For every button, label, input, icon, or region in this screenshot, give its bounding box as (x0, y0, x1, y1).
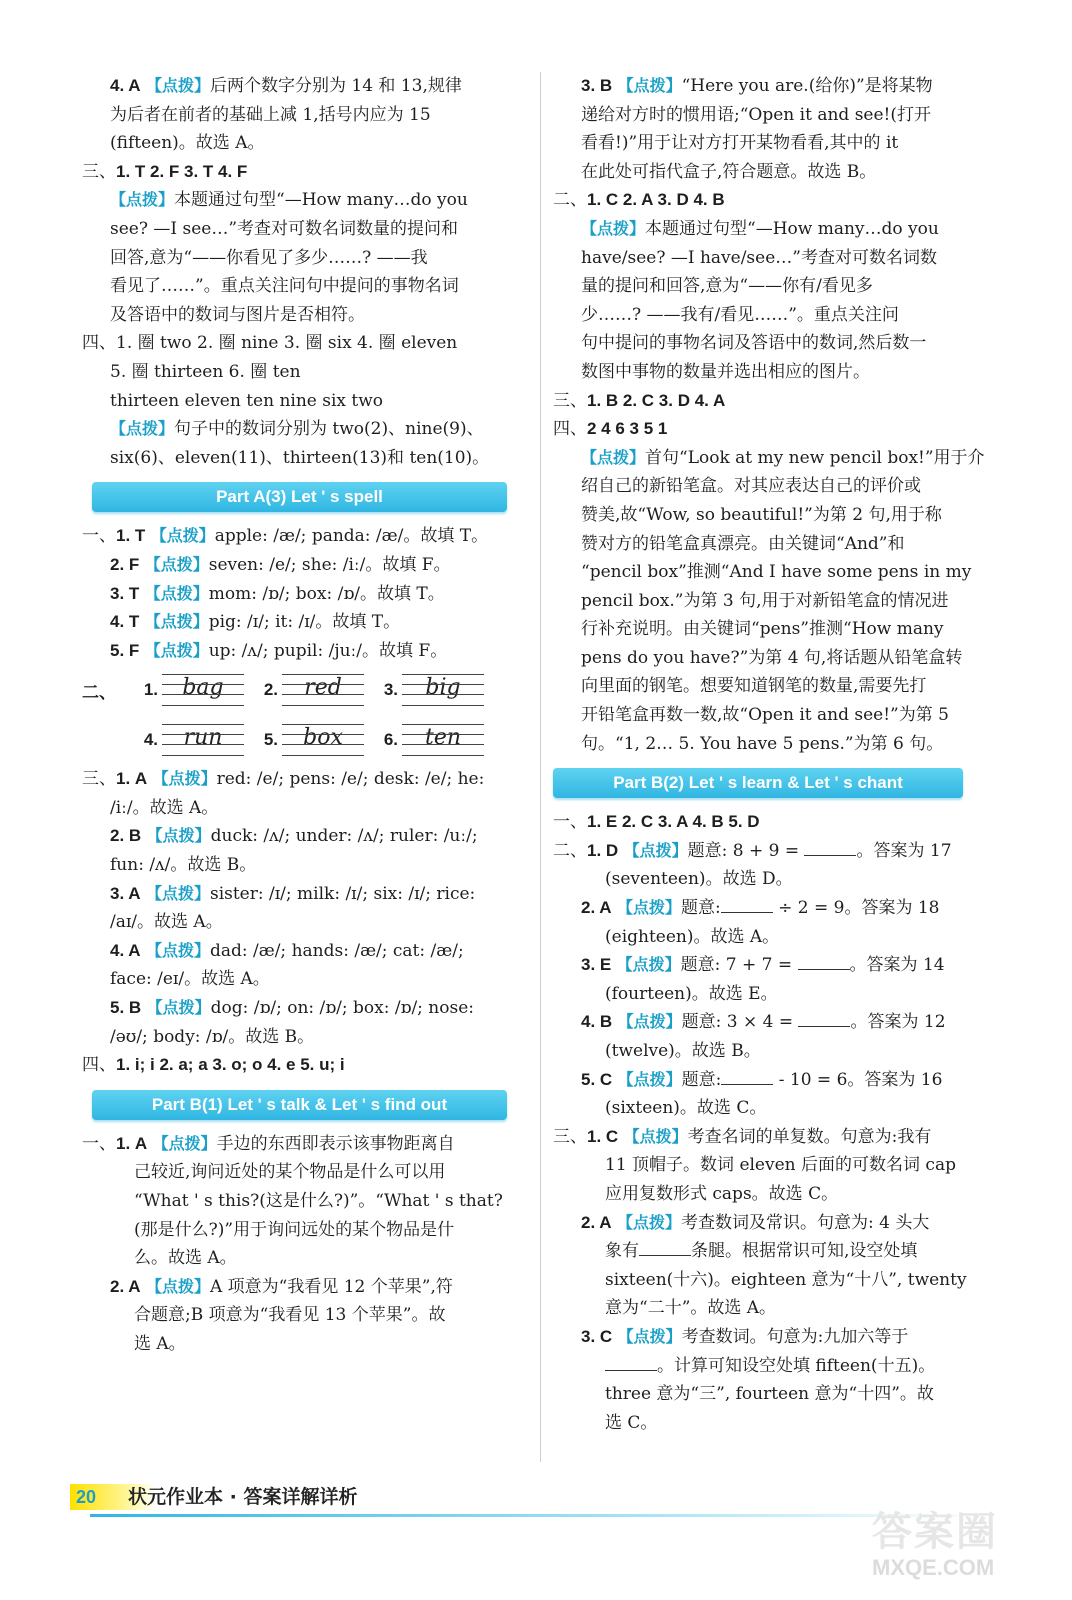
handwriting-item: 1. bag (132, 674, 252, 706)
handwritten-word: big (402, 674, 484, 706)
answer-line: 应用复数形式 caps。故选 C。 (605, 1183, 839, 1204)
answer-line: 选 C。 (605, 1412, 658, 1433)
answer-line: 3. A 【点拨】sister: /ɪ/; milk: /ɪ/; six: /ɪ/; rice: (110, 883, 476, 904)
left-column (82, 72, 527, 1359)
handwriting-item: 3. big (372, 674, 492, 706)
answer-line: 看看!)”用于让对方打开某物看看,其中的 it (581, 133, 899, 154)
fill-blank (639, 1239, 691, 1256)
answer-line: /əʊ/; body: /ɒ/。故选 B。 (110, 1026, 315, 1047)
handwritten-word: bag (162, 674, 244, 706)
answer-line: 3. T 【点拨】mom: /ɒ/; box: /ɒ/。故填 T。 (110, 583, 445, 604)
handwritten-word: red (282, 674, 364, 706)
answer-line: /aɪ/。故选 A。 (110, 912, 223, 933)
answer-line: 【点拨】句子中的数词分别为 two(2)、nine(9)、 (110, 419, 484, 440)
answer-line: 量的提问和回答,意为“——你有/看见多 (581, 276, 873, 297)
section-4-answers: 四、2 4 6 3 5 1 (553, 419, 668, 440)
answer-line: have/see? —I have/see…”考查对可数名词数 (581, 247, 937, 268)
handwritten-word: box (282, 724, 364, 756)
answer-line: see? —I see…”考查对可数名词数量的提问和 (110, 218, 459, 239)
answer-line: 3. C 【点拨】考查数词。句意为:九加六等于 (581, 1326, 909, 1347)
answer-line: 选 A。 (134, 1333, 186, 1354)
section-banner: Part B(2) Let ' s learn & Let ' s chant (553, 768, 963, 798)
answer-line: (fifteen)。故选 A。 (110, 133, 265, 154)
answer-line: 4. A 【点拨】dad: /æ/; hands: /æ/; cat: /æ/; (110, 940, 464, 961)
answer-line: 2. A 【点拨】题意: ÷ 2 = 9。答案为 18 (581, 898, 940, 919)
answer-line: 赞美,故“Wow, so beautiful!”为第 2 句,用于称 (581, 504, 942, 525)
handwriting-row (82, 665, 527, 715)
answer-line: six(6)、eleven(11)、thirteen(13)和 ten(10)。 (110, 447, 490, 468)
book-title: 状元作业本 · 答案详解详析 (128, 1486, 358, 1508)
answer-line: 少……? ——我有/看见……”。重点关注问 (581, 304, 899, 325)
answer-line: 4. A 【点拨】后两个数字分别为 14 和 13,规律 (110, 76, 462, 96)
answer-line: 5. C 【点拨】题意: - 10 = 6。答案为 16 (581, 1069, 943, 1090)
answer-line: 【点拨】首句“Look at my new pencil box!”用于介 (581, 447, 985, 468)
handwriting-section (82, 665, 527, 765)
answer-line: 行补充说明。由关键词“pens”推测“How many (581, 619, 944, 640)
fill-blank (605, 1354, 657, 1371)
answer-line: 意为“二十”。故选 A。 (605, 1298, 777, 1319)
handwriting-item: 2. red (252, 674, 372, 706)
fill-blank (798, 1010, 850, 1027)
answer-line: /iː/。故选 A。 (110, 797, 219, 818)
answer-line: (twelve)。故选 B。 (605, 1041, 761, 1061)
section-3-answers: 三、1. T 2. F 3. T 4. F (82, 161, 248, 182)
answer-line: 递给对方时的惯用语;“Open it and see!(打开 (581, 104, 932, 125)
answer-line: 【点拨】本题通过句型“—How many…do you (110, 190, 468, 211)
section-3-answers: 三、1. B 2. C 3. D 4. A (553, 390, 726, 411)
answer-line: 2. A 【点拨】A 项意为“我看见 12 个苹果”,符 (110, 1276, 453, 1297)
answer-line: 3. B 【点拨】“Here you are.(给你)”是将某物 (581, 76, 933, 96)
answer-line: pencil box.”为第 3 句,用于对新铅笔盒的情况进 (581, 590, 949, 611)
watermark-url: MXQE.COM (872, 1555, 995, 1580)
answer-line: 句中提问的事物名词及答语中的数词,然后数一 (581, 333, 927, 354)
watermark-text: 答案圈 (872, 1509, 998, 1555)
watermark-logo (872, 1508, 1022, 1588)
answer-line: (eighteen)。故选 A。 (605, 926, 780, 947)
answer-line: 2. B 【点拨】duck: /ʌ/; under: /ʌ/; ruler: /uː/; (110, 826, 478, 847)
answer-line: three 意为“三”, fourteen 意为“十四”。故 (605, 1384, 934, 1405)
handwriting-row (82, 715, 527, 765)
answer-line: face: /eɪ/。故选 A。 (110, 969, 270, 990)
answer-line: 【点拨】本题通过句型“—How many…do you (581, 218, 939, 239)
answer-line: 象有 条腿。根据常识可知,设空处填 (605, 1241, 918, 1262)
answer-line: “pencil box”推测“And I have some pens in my (581, 562, 972, 583)
answer-line: 在此处可指代盒子,符合题意。故选 B。 (581, 161, 877, 182)
answer-line: “What ' s this?(这是什么?)”。“What ' s that? (134, 1191, 503, 1211)
answer-line: 赞对方的铅笔盒真漂亮。由关键词“And”和 (581, 533, 905, 554)
right-column (553, 72, 993, 1437)
answer-line: 一、1. A 【点拨】手边的东西即表示该事物距离自 (82, 1133, 455, 1154)
fill-blank (804, 839, 856, 856)
section-banner: Part B(1) Let ' s talk & Let ' s find out (92, 1090, 507, 1120)
spell-section-3 (82, 765, 527, 1051)
answer-line: (那是什么?)”用于询问远处的某个物品是什 (134, 1219, 455, 1240)
answer-line: (fourteen)。故选 E。 (605, 983, 778, 1004)
section-2-answers: 二、1. C 2. A 3. D 4. B (553, 190, 725, 211)
answer-line: 4. B 【点拨】题意: 3 × 4 = 。答案为 12 (581, 1012, 946, 1033)
handwriting-item: 6. ten (372, 724, 492, 756)
answer-line: 三、1. C 【点拨】考查名词的单复数。句意为:我有 (553, 1126, 932, 1147)
spell-section-1 (82, 522, 527, 665)
column-divider (540, 72, 541, 1462)
footer-rule (90, 1514, 990, 1517)
answer-line: 开铅笔盒再数一数,故“Open it and see!”为第 5 (581, 705, 949, 726)
answer-line: 5. F 【点拨】up: /ʌ/; pupil: /juː/。故填 F。 (110, 640, 448, 661)
answer-line: 三、1. A 【点拨】red: /e/; pens: /e/; desk: /e/; he: (82, 769, 485, 790)
answer-line: 向里面的钢笔。想要知道钢笔的数量,需要先打 (581, 676, 927, 697)
answer-line: 看见了……”。重点关注问句中提问的事物名词 (110, 276, 459, 297)
answer-line: sixteen(十六)。eighteen 意为“十八”, twenty (605, 1269, 967, 1290)
answer-line: 11 顶帽子。数词 eleven 后面的可数名词 cap (605, 1155, 956, 1176)
answer-line: (sixteen)。故选 C。 (605, 1098, 767, 1119)
answer-line: 4. T 【点拨】pig: /ɪ/; it: /ɪ/。故填 T。 (110, 612, 401, 633)
answer-line: 2. A 【点拨】考查数词及常识。句意为: 4 头大 (581, 1212, 930, 1233)
math-word-section (553, 837, 993, 1123)
section-4-answers: 四、1. 圈 two 2. 圈 nine 3. 圈 six 4. 圈 eleven (82, 333, 458, 354)
answer-line: fun: /ʌ/。故选 B。 (110, 855, 257, 876)
handwritten-word: ten (402, 724, 484, 756)
section-label: 二、 (82, 682, 116, 702)
section-4-answers: 四、1. i; i 2. a; a 3. o; o 4. e 5. u; i (82, 1055, 345, 1076)
fill-blank (798, 953, 850, 970)
handwriting-item: 5. box (252, 724, 372, 756)
answer-line: 5. 圈 thirteen 6. 圈 ten (110, 361, 301, 382)
answer-line: 数图中事物的数量并选出相应的图片。 (581, 361, 870, 382)
answer-line: 。计算可知设空处填 fifteen(十五)。 (553, 1352, 993, 1381)
answer-line: pens do you have?”为第 4 句,将话题从铅笔盒转 (581, 647, 963, 668)
answer-line: 句。“1, 2… 5. You have 5 pens.”为第 6 句。 (581, 733, 944, 754)
answer-line: 合题意;B 项意为“我看见 13 个苹果”。故 (134, 1305, 446, 1326)
answer-line: 一、1. T 【点拨】apple: /æ/; panda: /æ/。故填 T。 (82, 526, 489, 547)
answer-line: thirteen eleven ten nine six two (110, 390, 384, 411)
answer-line: 么。故选 A。 (134, 1248, 237, 1269)
answer-line: 回答,意为“——你看见了多少……? ——我 (110, 247, 428, 268)
handwritten-word: run (162, 724, 244, 756)
answer-line: 2. F 【点拨】seven: /e/; she: /iː/。故填 F。 (110, 554, 451, 575)
answer-line: 绍自己的新铅笔盒。对其应表达自己的评价或 (581, 476, 921, 497)
answer-line: 5. B 【点拨】dog: /ɒ/; on: /ɒ/; box: /ɒ/; nose: (110, 998, 474, 1019)
fill-blank (721, 896, 773, 913)
handwriting-item: 4. run (132, 724, 252, 756)
section-1-answers: 一、1. E 2. C 3. A 4. B 5. D (553, 812, 760, 833)
answer-line: 二、1. D 【点拨】题意: 8 + 9 = 。答案为 17 (553, 840, 952, 861)
answer-line: 及答语中的数词与图片是否相符。 (110, 304, 365, 325)
fill-blank (721, 1068, 773, 1085)
answer-line: 3. E 【点拨】题意: 7 + 7 = 。答案为 14 (581, 955, 945, 976)
section-banner: Part A(3) Let ' s spell (92, 482, 507, 512)
answer-line: 己较近,询问近处的某个物品是什么可以用 (134, 1162, 446, 1183)
answer-line: 为后者在前者的基础上减 1,括号内应为 15 (110, 104, 431, 125)
page-number: 20 (70, 1484, 156, 1510)
answer-line: (seventeen)。故选 D。 (605, 869, 793, 890)
